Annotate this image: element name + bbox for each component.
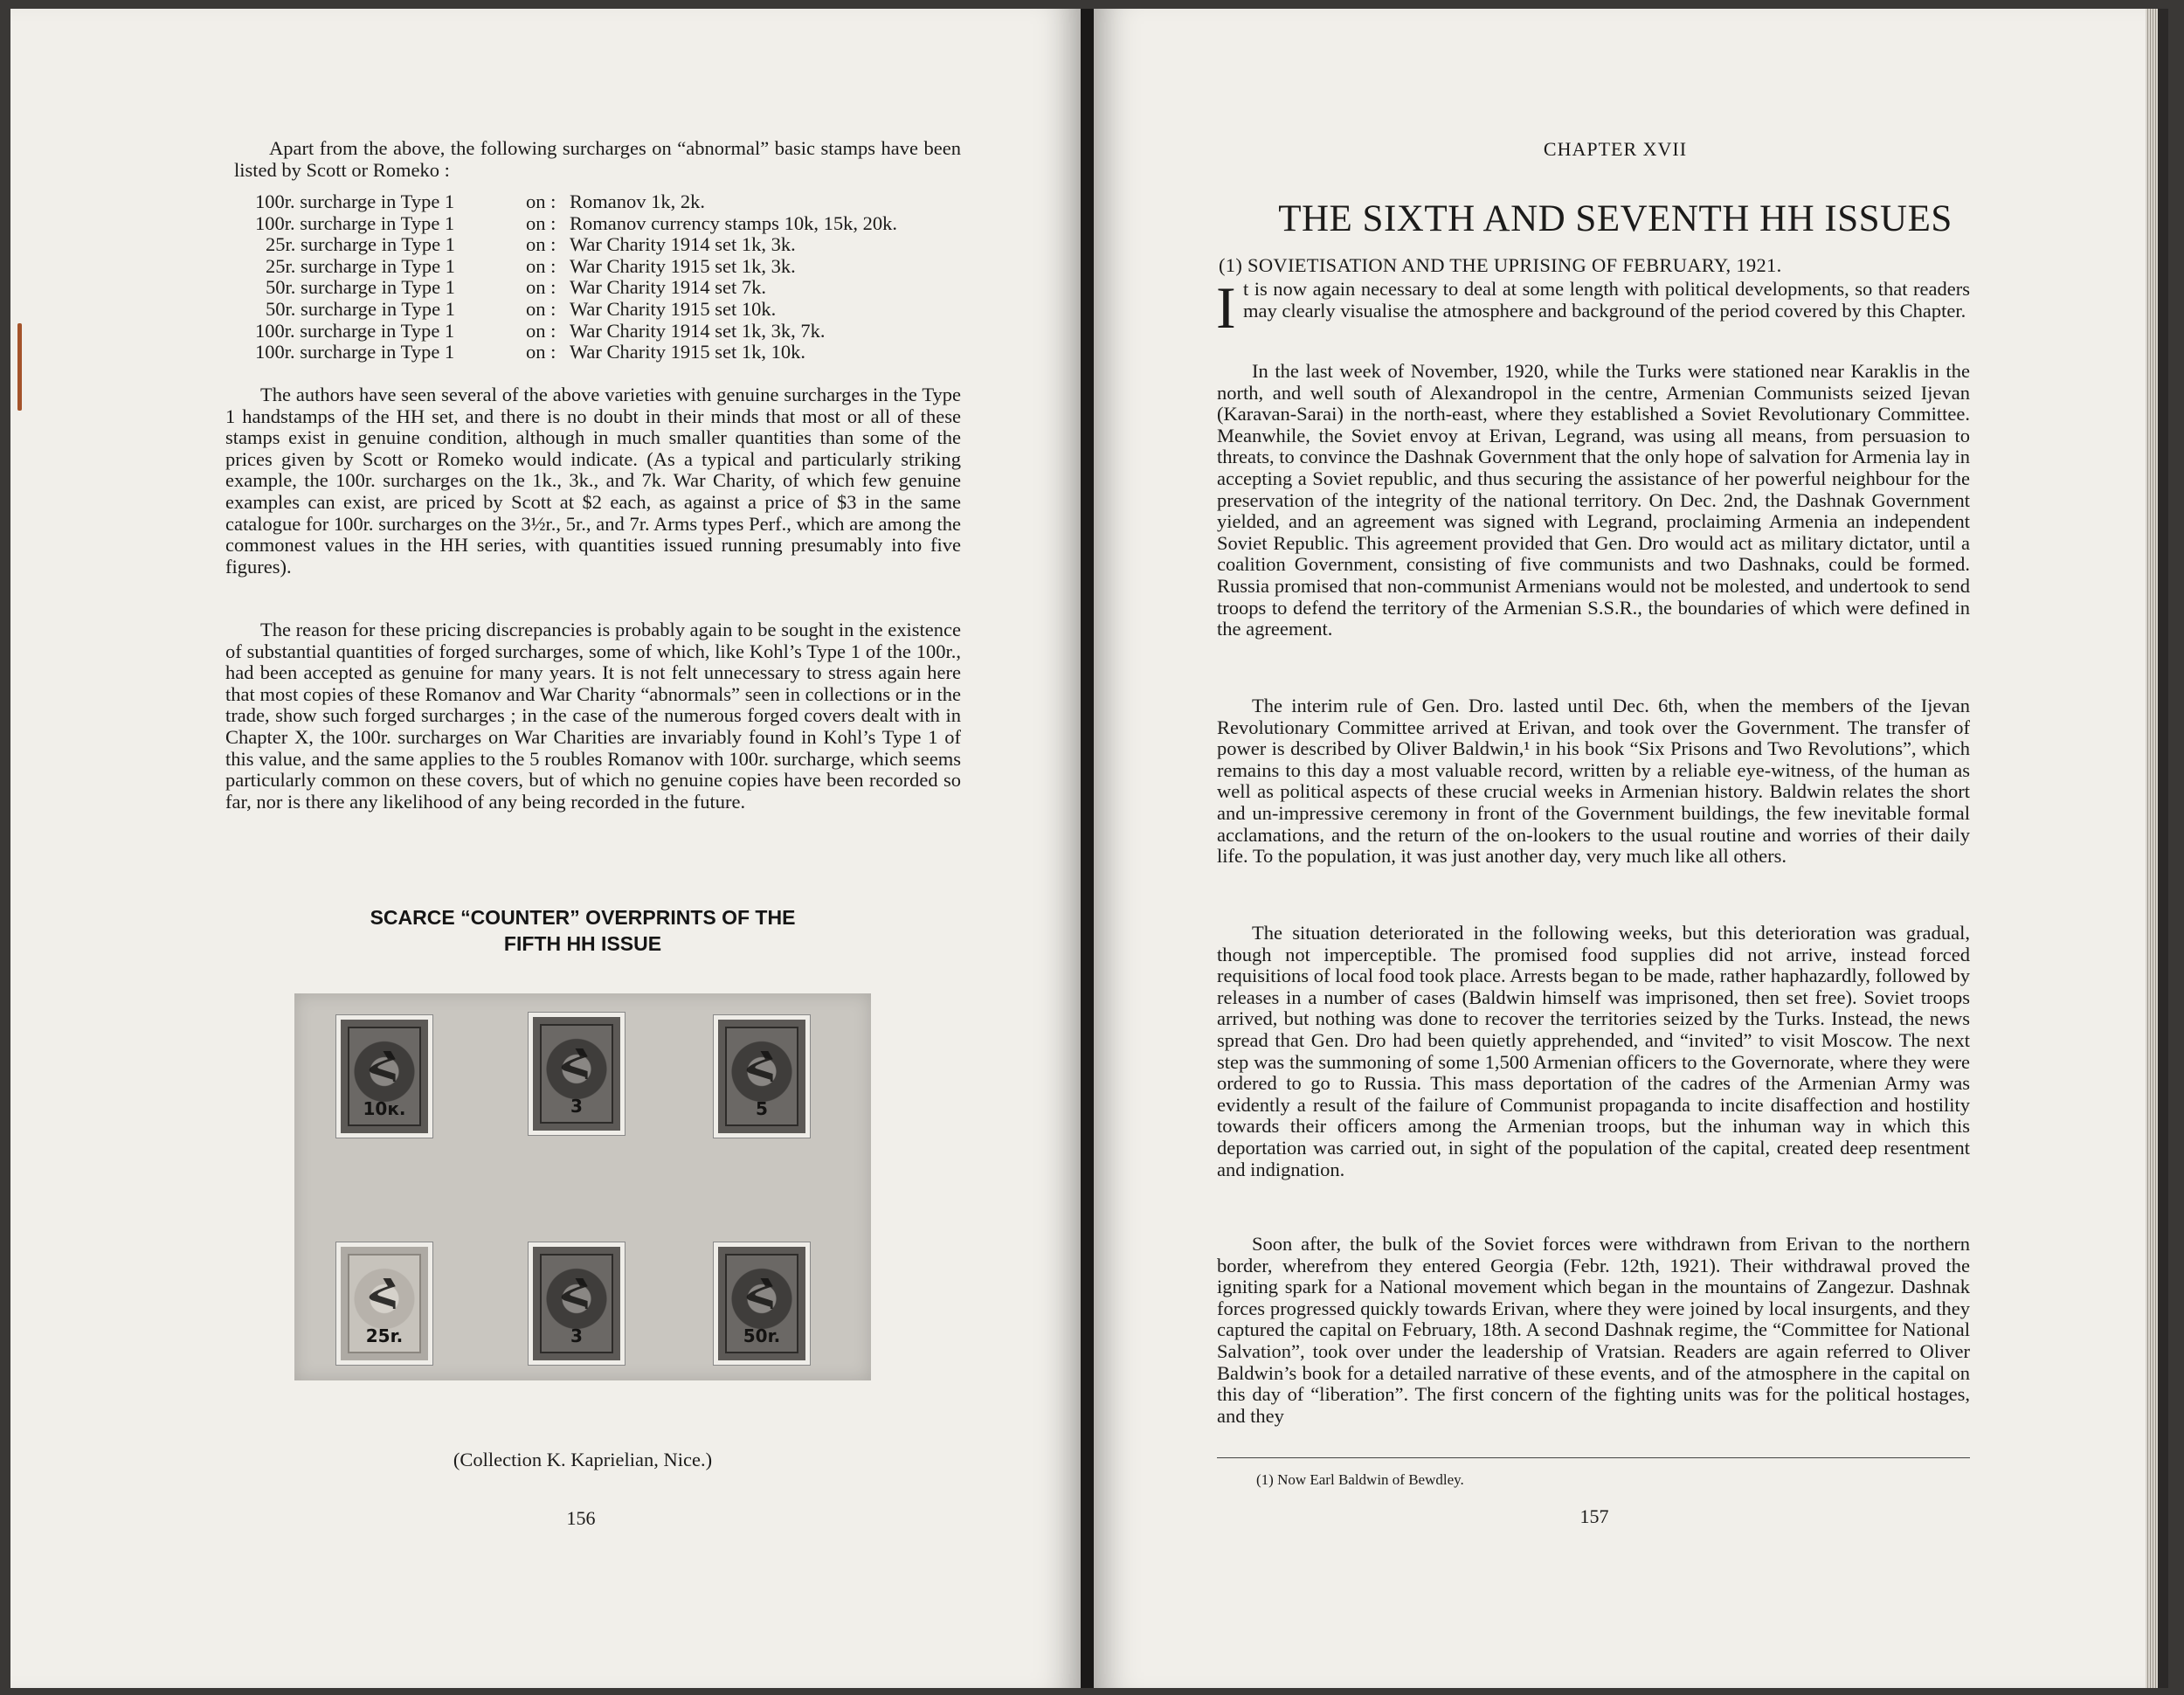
list-item <box>255 256 971 278</box>
on-label: on : <box>526 254 556 277</box>
on-label: on : <box>526 211 556 234</box>
right-paragraph-1 <box>1243 279 1970 322</box>
paragraph-text: The authors have seen several of the above varieties with genuine surcharges in the Type 1 handstamps of the HH set, and there is no doubt in their minds that most or all of these stamps exist in genuine condition, although in much smaller quantities than some of the prices given by Scott or Romeko would indicate. (As a typical and particularly striking example, the 100r. surcharges on the 1k., 3k., and 7k. War Charity, of which few genuine examples can exist, are priced by Scott at $2 each, as against a price of $3 in the same catalogue for 100r. surcharges on the 3½r., 5r., and 7r. Arms types Perf., which are among the commonest values in the HH series, with quantities issued running presumably into five figures). <box>225 384 961 578</box>
left-paragraph-2 <box>225 384 961 578</box>
stamp-image <box>529 1013 625 1135</box>
chapter-title: THE SIXTH AND SEVENTH HH ISSUES <box>1278 198 1952 239</box>
surcharge-type: 100r. surcharge in Type 1 <box>255 319 455 342</box>
surcharge-type: 50r. surcharge in Type 1 <box>266 276 455 299</box>
stamp-set: War Charity 1914 set 1k, 3k, 7k. <box>570 319 826 342</box>
stamp-image <box>714 1242 810 1365</box>
figure-title <box>262 904 903 957</box>
stamp-value: 3 <box>570 1325 583 1346</box>
surcharge-type: 25r. surcharge in Type 1 <box>266 254 455 277</box>
on-label: on : <box>526 319 556 342</box>
paragraph-text: The reason for these pricing discrepancies is probably again to be sought in the existence of substantial quantities of forged surcharges, some of which, like Kohl’s Type 1 of the 100r., had been accepted as genuine for many years. It is not felt unnecessary to stress again here that most copies of these Romanov and War Charity “abnormals” seen in collections or in the trade, show such forged surcharges ; in the case of the numerous forged covers dealt with in Chapter X, the 100r. surcharges on War Charities are invariably found in Kohl’s Type 1 of this value, and the same applies to the 5 roubles Romanov with 100r. surcharge, which seems particularly common on these covers, but of which no genuine copies have been recorded so far, nor is there any likelihood of any being recorded in the future. <box>225 619 961 813</box>
on-label: on : <box>526 276 556 299</box>
stamp-image <box>336 1242 432 1365</box>
stamp-overprint: Հ <box>747 1271 777 1316</box>
stamp-image <box>336 1015 432 1138</box>
on-label: on : <box>526 297 556 320</box>
stamp-set: War Charity 1914 set 7k. <box>570 276 767 299</box>
list-item <box>255 277 971 299</box>
right-paragraph-2 <box>1217 361 1970 640</box>
paragraph-text: t is now again necessary to deal at some length with political developments, so that readers may clearly visualise the atmosphere and background of the period covered by this Chapter. <box>1243 278 1970 322</box>
figure-title-line-1: SCARCE “COUNTER” OVERPRINTS OF THE <box>370 906 796 929</box>
list-item <box>255 213 971 235</box>
stamp-value: 10к. <box>363 1098 406 1119</box>
stamp-overprint: Հ <box>562 1271 591 1316</box>
stamp-overprint: Հ <box>370 1271 399 1316</box>
intro-text: Apart from the above, the following surcharges on “abnormal” basic stamps have been listed by Scott or Romeko : <box>234 137 961 181</box>
paragraph-text: The situation deteriorated in the following weeks, but this deterioration was gradual, though not imperceptible. The promised food supplies did not arrive, instead forced requisitions of local food took place. Arrests began to be made, rather haphazardly, followed by releases in a number of cases (Baldwin himself was imprisoned, then set free). Soviet troops arrived, but nothing was done to recover the territories seized by the Turks. Instead, the news spread that Gen. Dro had been quietly apprehended, and “invited” to visit Moscow. The next step was the summoning of some 1,500 Armenian officers to the Governorate, where they were ordered to go to Russia. This mass deportation of the cadres of the Armenian Army was evidently a result of the failure of Communist propaganda to incite disaffection and hostility towards their officers among the Armenian troops, but the inhuman way in which this deportation was carried out, in sight of the population of the capital, created deep resentment and indignation. <box>1217 922 1970 1180</box>
stamp-set: War Charity 1914 set 1k, 3k. <box>570 233 796 256</box>
left-intro-paragraph <box>234 138 961 181</box>
figure-caption: (Collection K. Kaprielian, Nice.) <box>453 1449 713 1470</box>
surcharge-type: 50r. surcharge in Type 1 <box>266 297 455 320</box>
book-gutter <box>1081 9 1094 1688</box>
stamp-set: War Charity 1915 set 1k, 10k. <box>570 341 806 363</box>
list-item <box>255 299 971 321</box>
bookmark-tab <box>17 323 22 411</box>
on-label: on : <box>526 341 556 363</box>
right-paragraph-3 <box>1217 695 1970 868</box>
figure-title-line-2: FIFTH HH ISSUE <box>503 932 662 955</box>
on-label: on : <box>526 190 556 212</box>
stamp-value: 50r. <box>743 1325 781 1346</box>
stamp-image <box>529 1242 625 1365</box>
list-item <box>255 342 971 363</box>
stamp-set: Romanov currency stamps 10k, 15k, 20k. <box>570 211 897 234</box>
stamp-photo-plate <box>294 993 871 1380</box>
stamp-value: 25r. <box>365 1325 404 1346</box>
stamp-overprint: Հ <box>562 1041 591 1086</box>
section-heading: (1) SOVIETISATION AND THE UPRISING OF FEBRUARY, 1921. <box>1219 254 1782 276</box>
left-paragraph-3 <box>225 619 961 813</box>
surcharge-type: 100r. surcharge in Type 1 <box>255 211 455 234</box>
stamp-overprint: Հ <box>747 1044 777 1089</box>
paragraph-text: Soon after, the bulk of the Soviet forces were withdrawn from Erivan to the northern border, wherefrom they entered Georgia (Febr. 12th, 1921). Their withdrawal proved the igniting spark for a National movement which began in the mountains of Zangezur. Dashnak forces progressed quickly towards Erivan, where they were joined by local insurgents, and they captured the capital on February, 18th. A second Dashnak regime, the “Committee for National Salvation”, took over under the leadership of Vratsian. Readers are again referred to Oliver Baldwin’s book for a detailed narrative of these events, and of the atmosphere in the capital on this day of “liberation”. The first concern of the fighting units was for the political hostages, and they <box>1217 1233 1970 1427</box>
drop-cap: I <box>1216 274 1236 341</box>
surcharge-list <box>255 191 971 363</box>
paragraph-text: In the last week of November, 1920, while the Turks were stationed near Karaklis in the north, and well south of Alexandropol in the centre, Armenian Communists seized Ijevan (Karavan-Sarai) in the north-east, where they established a Soviet Revolutionary Committee. Meanwhile, the Soviet envoy at Erivan, Legrand, was using all means, from persuasion to threats, to convince the Dashnak Government that the only hope of salvation for Armenia lay in accepting a Soviet republic, and thus securing the assistance of her powerful neighbour for the preservation of the integrity of the national territory. On Dec. 2nd, the Dashnak Government yielded, and an agreement was signed with Legrand, proclaiming Armenia an independent Soviet Republic. This agreement provided that Gen. Dro would act as military dictator, until a coalition Government, consisting of five communists and two Dashnaks, could be formed. Russia promised that non-communist Armenians would not be molested, and undertook to send troops to defend the territory of the Armenian S.S.R., the boundaries of which were defined in the agreement. <box>1217 360 1970 640</box>
right-paragraph-4 <box>1217 923 1970 1180</box>
stamp-set: Romanov 1k, 2k. <box>570 190 705 212</box>
list-item <box>255 234 971 256</box>
stamp-value: 3 <box>570 1096 583 1117</box>
right-paragraph-5 <box>1217 1234 1970 1427</box>
surcharge-type: 100r. surcharge in Type 1 <box>255 341 455 363</box>
page-number-right: 157 <box>1579 1505 1609 1527</box>
on-label: on : <box>526 233 556 256</box>
stamp-overprint: Հ <box>370 1044 399 1089</box>
stamp-value: 5 <box>756 1098 768 1119</box>
list-item <box>255 191 971 213</box>
footnote-rule <box>1217 1457 1970 1458</box>
page-edges <box>2146 9 2158 1688</box>
chapter-heading: CHAPTER XVII <box>1543 138 1688 160</box>
stamp-set: War Charity 1915 set 10k. <box>570 297 777 320</box>
list-item <box>255 321 971 342</box>
footnote: (1) Now Earl Baldwin of Bewdley. <box>1256 1471 1464 1488</box>
stamp-image <box>714 1015 810 1138</box>
stamp-set: War Charity 1915 set 1k, 3k. <box>570 254 796 277</box>
surcharge-type: 100r. surcharge in Type 1 <box>255 190 455 212</box>
paragraph-text: The interim rule of Gen. Dro. lasted until Dec. 6th, when the members of the Ijevan Revolutionary Committee arrived at Erivan, and took over the Government. The transfer of power is described by Oliver Baldwin,¹ in his book “Six Prisons and Two Revolutions”, which remains to this day a most valuable record, written by a reliable eye-witness, of the human as well as political aspects of these crucial weeks in Armenian history. Baldwin relates the short and un-impressive ceremony in front of the Government buildings, the few inevitable formal acclamations, and the return of the on-lookers to the usual routine and worries of their daily life. To the population, it was just another day, very much like all others. <box>1217 695 1970 868</box>
surcharge-type: 25r. surcharge in Type 1 <box>266 233 455 256</box>
page-number-left: 156 <box>566 1507 596 1529</box>
